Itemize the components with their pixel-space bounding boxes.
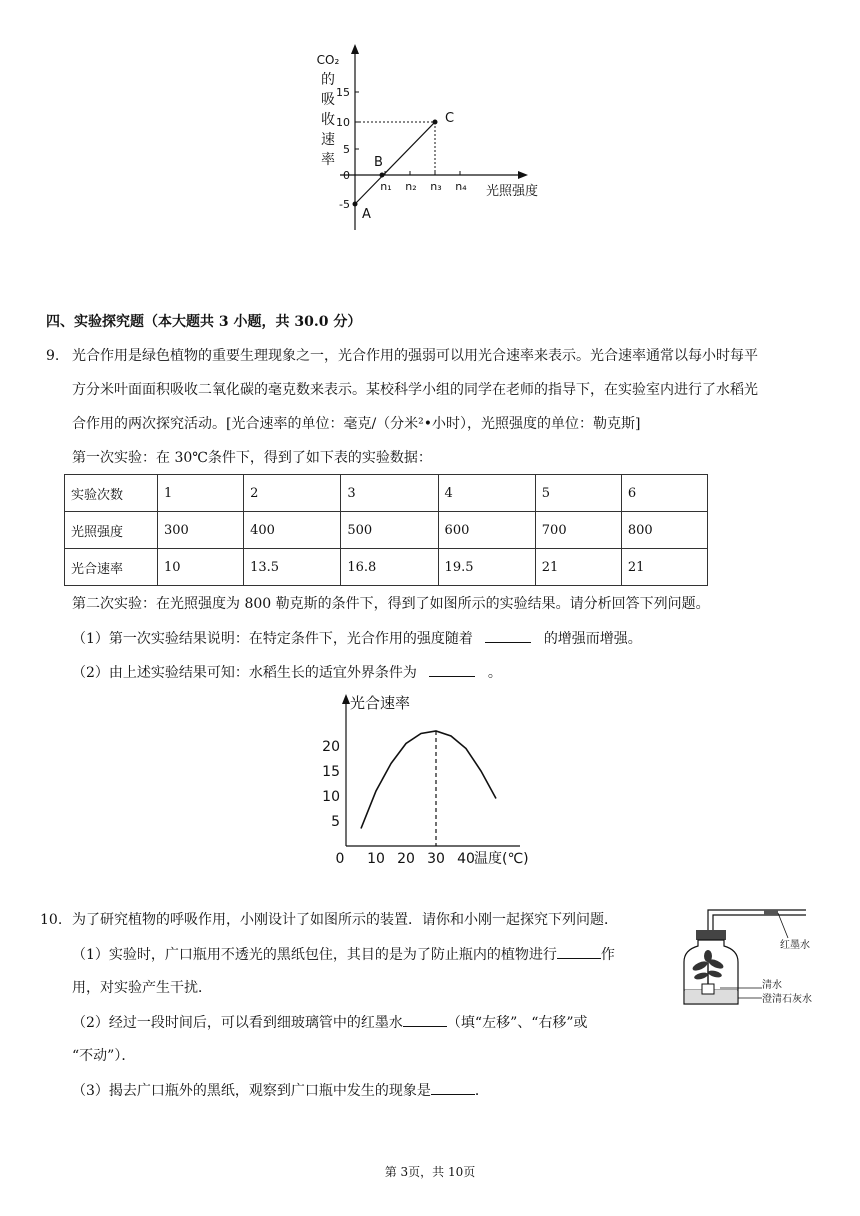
q10-sub3	[72, 1080, 489, 1101]
chart1-ylabel-4: 速	[321, 132, 335, 148]
plant-leaf	[704, 950, 712, 962]
q10-sub1a	[72, 944, 615, 965]
chart1-ylabel-3: 收	[321, 112, 335, 128]
q10-sub1a-post: 作	[600, 947, 615, 963]
q10-sub1-blank[interactable]	[557, 944, 601, 959]
chart1-point-c	[433, 120, 438, 125]
table-cell: 6	[621, 475, 707, 512]
label-limewater: 澄清石灰水	[762, 994, 812, 1005]
chart1-ylabel-1: 的	[321, 72, 335, 88]
plant-pot	[702, 984, 714, 994]
chart2-ytick-5: 5	[331, 814, 340, 830]
chart1-xtick-n2: n₂	[405, 180, 417, 193]
chart1-ytick-5: 5	[343, 143, 350, 156]
q10-number: 10.	[40, 912, 63, 928]
chart1-ytick-10: 10	[336, 116, 350, 129]
chart1-point-b	[380, 173, 385, 178]
q9-sub1-post: 的增强而增强。	[543, 631, 642, 647]
co2-chart	[300, 40, 560, 240]
chart1-ylabel-5: 率	[321, 152, 335, 168]
table-row	[65, 475, 708, 512]
q10-line1: 为了研究植物的呼吸作用，小刚设计了如图所示的装置．请你和小刚一起探究下列问题．	[72, 912, 618, 928]
q9-line1: 光合作用是绿色植物的重要生理现象之一，光合作用的强弱可以用光合速率来表示。光合速率通常以每小时每平	[72, 348, 758, 364]
chart1-xtick-n3: n₃	[430, 180, 442, 193]
q9-line2: 方分米叶面面积吸收二氧化碳的毫克数来表示。某校科学小组的同学在老师的指导下，在实验室内进行了水稻光	[72, 382, 758, 398]
q9-sub2-pre: （2）由上述实验结果可知：水稻生长的适宜外界条件为	[72, 665, 417, 681]
table-cell: 1	[158, 475, 244, 512]
chart2-ytick-20: 20	[322, 739, 340, 755]
chart2-ytick-15: 15	[322, 764, 340, 780]
q10-sub3-post: ．	[474, 1083, 489, 1099]
chart1-point-a	[353, 202, 358, 207]
chart1-y-arrow	[351, 44, 359, 54]
chart1-label-b: B	[374, 155, 383, 170]
chart1-label-c: C	[445, 111, 455, 126]
chart2-ytick-10: 10	[322, 789, 340, 805]
label-red-ink: 红墨水	[780, 940, 810, 951]
q10-sub2b: “不动”）．	[72, 1048, 136, 1064]
table-row	[65, 549, 708, 586]
chart1-ytick-0: 0	[343, 169, 350, 182]
table-cell: 400	[244, 512, 341, 549]
chart1-label-a: A	[362, 207, 371, 222]
q9-line3: 合作用的两次探究活动。[光合速率的单位：毫克/（分米²•小时），光照强度的单位：勒克斯]	[72, 416, 641, 432]
table-cell: 21	[621, 549, 707, 586]
q9-exp1: 第一次实验：在 30℃条件下，得到了如下表的实验数据：	[72, 450, 432, 466]
q10-sub3-blank[interactable]	[431, 1080, 475, 1095]
section-title: 四、实验探究题（本大题共 3 小题，共 30.0 分）	[46, 314, 362, 330]
table-cell: 700	[535, 512, 621, 549]
chart2-y-arrow	[342, 694, 350, 704]
label-clear-water: 清水	[762, 980, 782, 991]
chart2-xtick-20: 20	[397, 851, 415, 866]
q9-number: 9.	[46, 348, 60, 364]
q10-sub1b: 用，对实验产生干扰．	[72, 980, 212, 996]
chart1-line-ac	[355, 122, 435, 204]
chart1-ytick-15: 15	[336, 86, 350, 99]
q10-sub2a-pre: （2）经过一段时间后，可以看到细玻璃管中的红墨水	[72, 1015, 403, 1031]
chart1-xtick-n1: n₁	[380, 180, 392, 193]
chart1-xtick-n4: n₄	[455, 180, 467, 193]
table-cell: 300	[158, 512, 244, 549]
q9-data-table	[64, 474, 708, 586]
chart2-curve	[361, 731, 496, 829]
bottle-stopper	[696, 930, 726, 940]
table-cell: 19.5	[438, 549, 535, 586]
q10-sub1a-pre: （1）实验时，广口瓶用不透光的黑纸包住，其目的是为了防止瓶内的植物进行	[72, 947, 557, 963]
q10-sub3-pre: （3）揭去广口瓶外的黑纸，观察到广口瓶中发生的现象是	[72, 1083, 431, 1099]
glass-tube	[708, 910, 806, 932]
chart2-xtick-10: 10	[367, 851, 385, 866]
table-cell: 5	[535, 475, 621, 512]
chart1-ylabel-0: CO₂	[316, 53, 340, 67]
q10-sub2-blank[interactable]	[403, 1012, 447, 1027]
chart1-ylabel-2: 吸	[321, 92, 335, 108]
q9-sub2-post: 。	[487, 665, 502, 681]
table-cell: 800	[621, 512, 707, 549]
q9-sub2	[72, 662, 502, 683]
q9-sub2-blank[interactable]	[429, 662, 475, 677]
chart2-xtick-40: 40	[457, 851, 475, 866]
chart2-xtick-30: 30	[427, 851, 445, 866]
table-cell: 3	[341, 475, 438, 512]
q9-exp2: 第二次实验：在光照强度为 800 勒克斯的条件下，得到了如图所示的实验结果。请分析回答下列问题。	[72, 596, 710, 612]
respiration-apparatus-figure	[676, 904, 826, 1014]
table-cell: 21	[535, 549, 621, 586]
table-cell: 光照强度	[65, 512, 158, 549]
chart1-x-arrow	[518, 171, 528, 179]
q9-sub1-blank[interactable]	[485, 628, 531, 643]
chart2-xlabel: 温度(℃)	[474, 851, 529, 866]
q9-sub1-pre: （1）第一次实验结果说明：在特定条件下，光合作用的强度随着	[72, 631, 473, 647]
photosynthesis-temperature-chart	[320, 686, 560, 866]
chart1-ytick-neg5: -5	[339, 198, 350, 211]
red-ink-drop	[764, 910, 778, 915]
chart2-xtick-0: 0	[335, 851, 345, 866]
table-row	[65, 512, 708, 549]
table-cell: 4	[438, 475, 535, 512]
q10-sub2a-post: （填“左移”、“右移”或	[446, 1015, 588, 1031]
table-cell: 16.8	[341, 549, 438, 586]
q9-sub1	[72, 628, 642, 649]
q10-sub2a	[72, 1012, 588, 1033]
table-cell: 实验次数	[65, 475, 158, 512]
chart2-title: 光合速率	[350, 694, 411, 712]
table-cell: 2	[244, 475, 341, 512]
table-cell: 13.5	[244, 549, 341, 586]
table-cell: 600	[438, 512, 535, 549]
table-cell: 10	[158, 549, 244, 586]
page-footer: 第 3页，共 10页	[384, 1165, 476, 1179]
table-cell: 光合速率	[65, 549, 158, 586]
chart1-xlabel: 光照强度	[486, 184, 539, 199]
table-cell: 500	[341, 512, 438, 549]
